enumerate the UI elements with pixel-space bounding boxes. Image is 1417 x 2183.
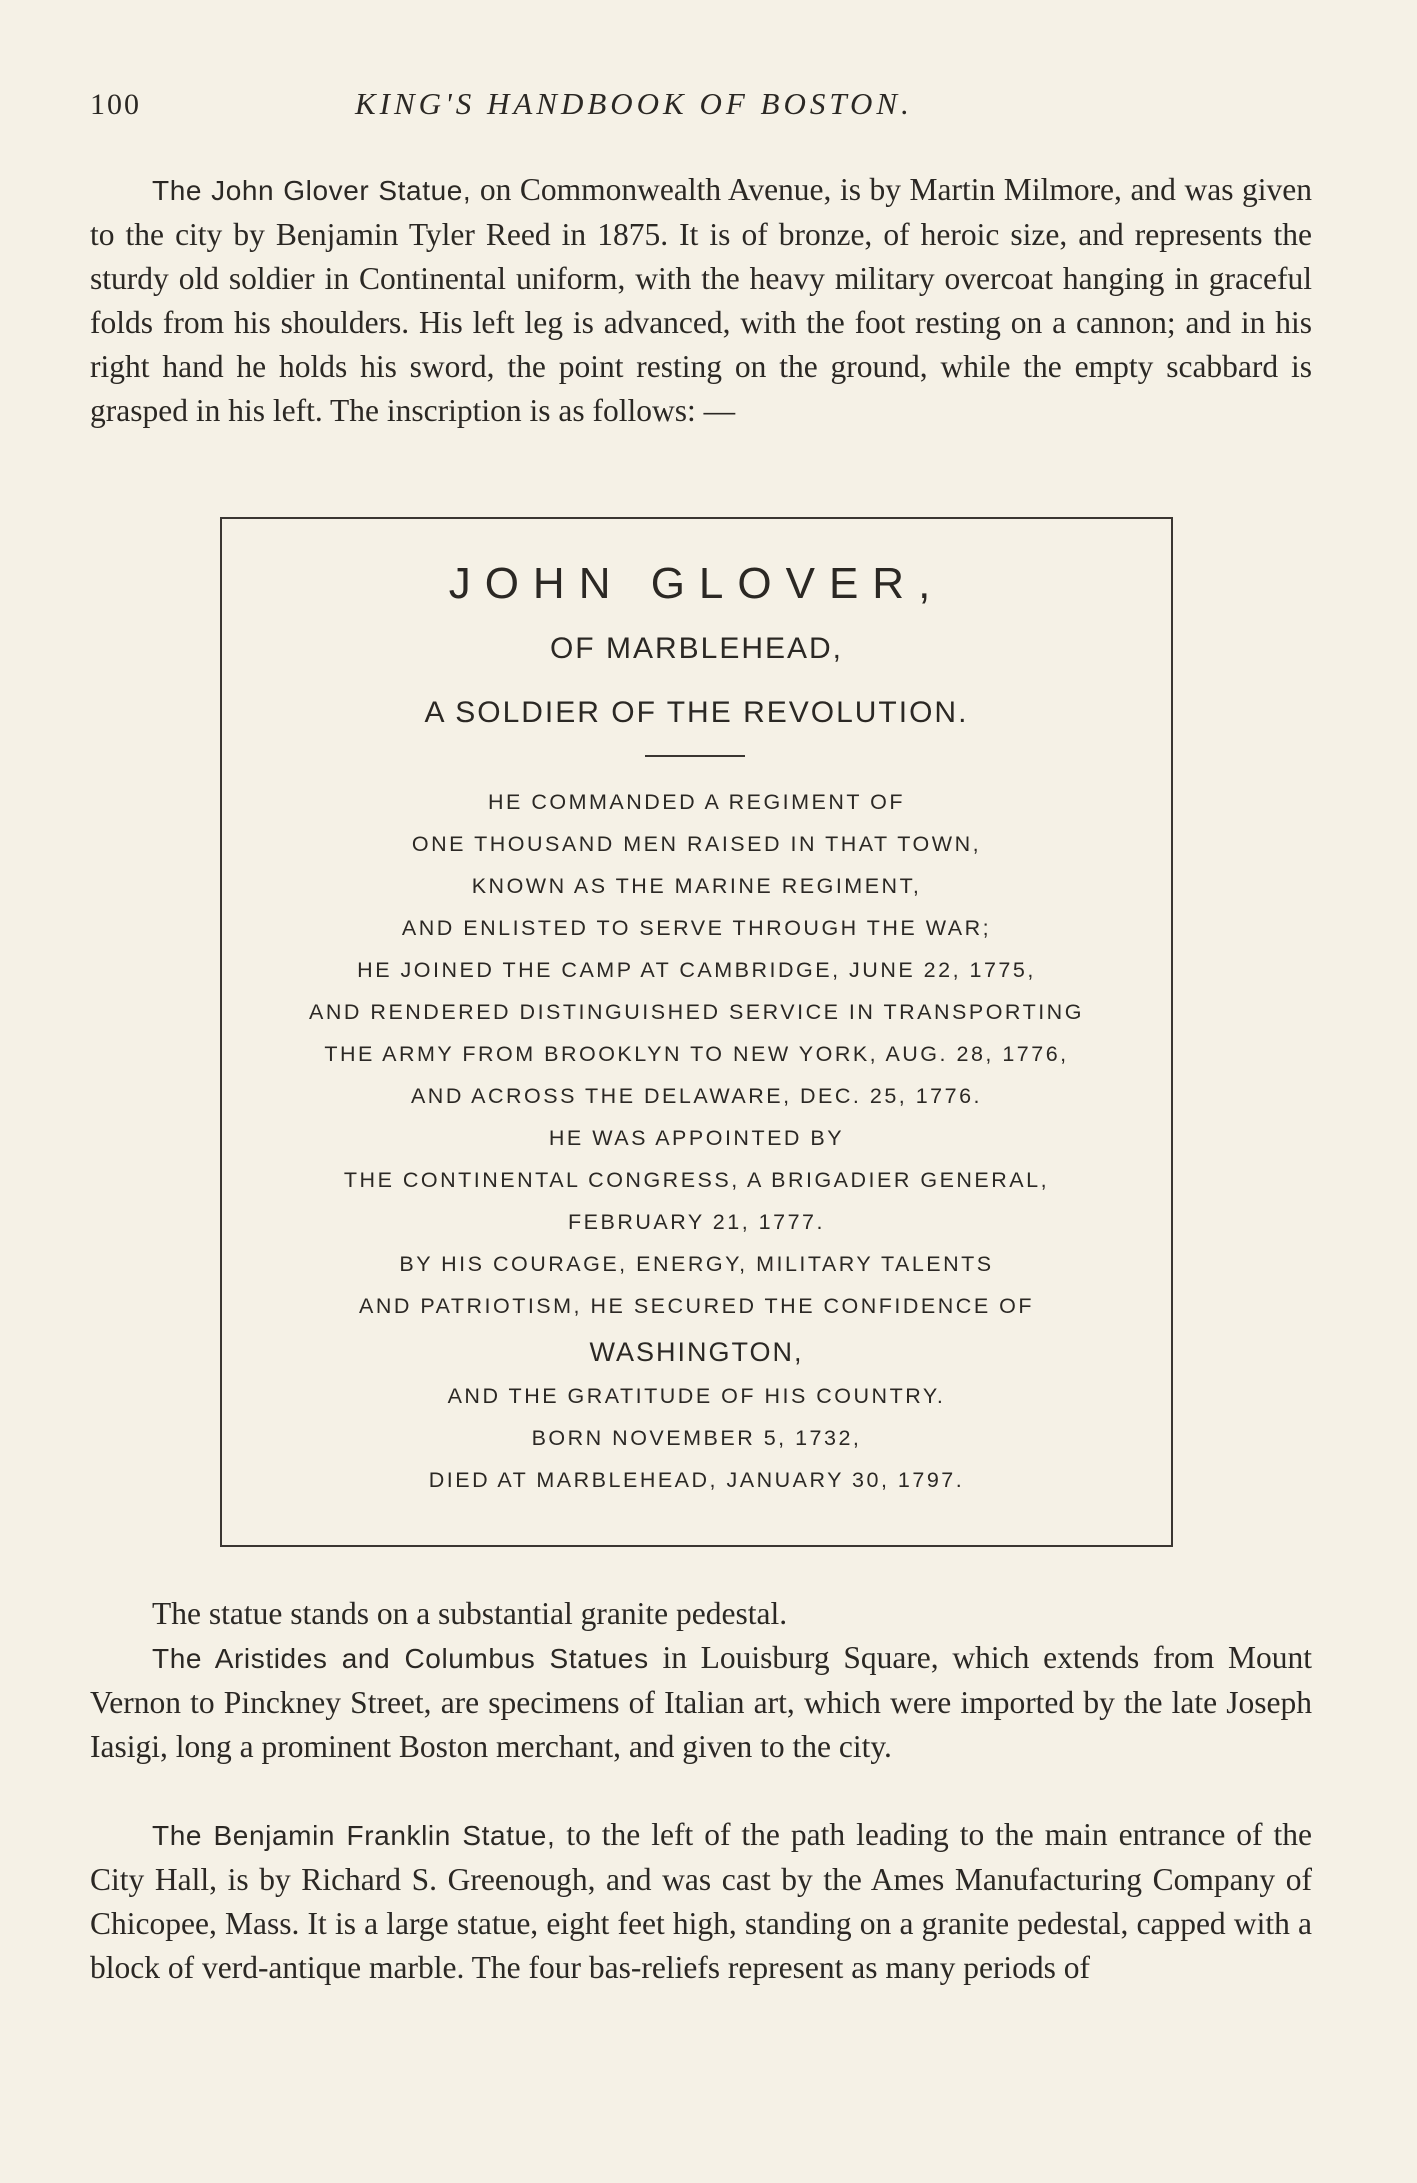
paragraph-franklin-statue bbox=[90, 1813, 1312, 1990]
inscription-box bbox=[220, 517, 1173, 1547]
inscription-line: HE JOINED THE CAMP AT CAMBRIDGE, JUNE 22, 1775, bbox=[357, 958, 1036, 982]
inscription-line: HE COMMANDED A REGIMENT OF bbox=[488, 790, 905, 814]
page-number: 100 bbox=[90, 88, 141, 121]
paragraph-lead: The John Glover Statue, bbox=[152, 175, 472, 206]
inscription-line: BORN NOVEMBER 5, 1732, bbox=[531, 1426, 862, 1450]
inscription-line: AND RENDERED DISTINGUISHED SERVICE IN TRANSPORTING bbox=[309, 1000, 1084, 1024]
inscription-line: KNOWN AS THE MARINE REGIMENT, bbox=[471, 874, 922, 898]
running-title: KING'S HANDBOOK OF BOSTON. bbox=[355, 86, 913, 121]
paragraph-pedestal bbox=[90, 1592, 1312, 1636]
inscription-line: THE CONTINENTAL CONGRESS, A BRIGADIER GENERAL, bbox=[343, 1168, 1050, 1192]
inscription-lines bbox=[222, 781, 1171, 1501]
inscription-divider bbox=[645, 755, 745, 757]
inscription-title: JOHN GLOVER, bbox=[448, 559, 945, 608]
inscription-line-washington: WASHINGTON, bbox=[589, 1337, 804, 1367]
paragraph-body: The statue stands on a substantial granite pedestal. bbox=[152, 1596, 788, 1631]
inscription-line: AND ACROSS THE DELAWARE, DEC. 25, 1776. bbox=[410, 1084, 983, 1108]
inscription-line: AND THE GRATITUDE OF HIS COUNTRY. bbox=[447, 1384, 946, 1408]
inscription-line: THE ARMY FROM BROOKLYN TO NEW YORK, AUG. 28, 1776, bbox=[324, 1042, 1069, 1066]
paragraph-lead: The Aristides and Columbus Statues bbox=[152, 1643, 649, 1674]
inscription-subtitle-1: OF MARBLEHEAD, bbox=[549, 632, 844, 665]
paragraph-glover-statue bbox=[90, 168, 1312, 433]
paragraph-body: on Commonwealth Avenue, is by Martin Milmore, and was given to the city by Benjamin Tyler Reed in 1875. It is of bronze, of heroic size, and represents the sturdy old soldier in Continental uniform, with the heavy military overcoat hanging in graceful folds from his shoulders. His left leg is advanced, with the foot resting on a cannon; and in his right hand he holds his sword, the point resting on the ground, while the empty scabbard is grasped in his left. The inscription is as follows: — bbox=[90, 172, 1312, 428]
inscription-line: ONE THOUSAND MEN RAISED IN THAT TOWN, bbox=[411, 832, 982, 856]
paragraph-lead: The Benjamin Franklin Statue, bbox=[152, 1820, 556, 1851]
paragraph-body: to the left of the path leading to the main entrance of the City Hall, is by Richard S. Greenough, and was cast by the Ames Manufacturing Company of Chicopee, Mass. It is a large statue, eight feet high, standing on a granite pedestal, capped with a block of verd-antique marble. The four bas-reliefs represent as many periods of bbox=[90, 1817, 1312, 1985]
inscription-subtitle-2: A SOLDIER OF THE REVOLUTION. bbox=[424, 696, 969, 729]
inscription-line: AND ENLISTED TO SERVE THROUGH THE WAR; bbox=[401, 916, 992, 940]
inscription-line: HE WAS APPOINTED BY bbox=[548, 1126, 845, 1150]
inscription-line: DIED AT MARBLEHEAD, JANUARY 30, 1797. bbox=[428, 1468, 965, 1492]
paragraph-aristides-columbus bbox=[90, 1636, 1312, 1769]
inscription-line: BY HIS COURAGE, ENERGY, MILITARY TALENTS bbox=[399, 1252, 994, 1276]
inscription-line: AND PATRIOTISM, HE SECURED THE CONFIDENCE OF bbox=[358, 1294, 1034, 1318]
paragraph-body: in Louisburg Square, which extends from Mount Vernon to Pinckney Street, are specimens of Italian art, which were imported by the late Joseph Iasigi, long a prominent Boston merchant, and given to the city. bbox=[90, 1640, 1313, 1764]
inscription-line: FEBRUARY 21, 1777. bbox=[568, 1210, 825, 1234]
